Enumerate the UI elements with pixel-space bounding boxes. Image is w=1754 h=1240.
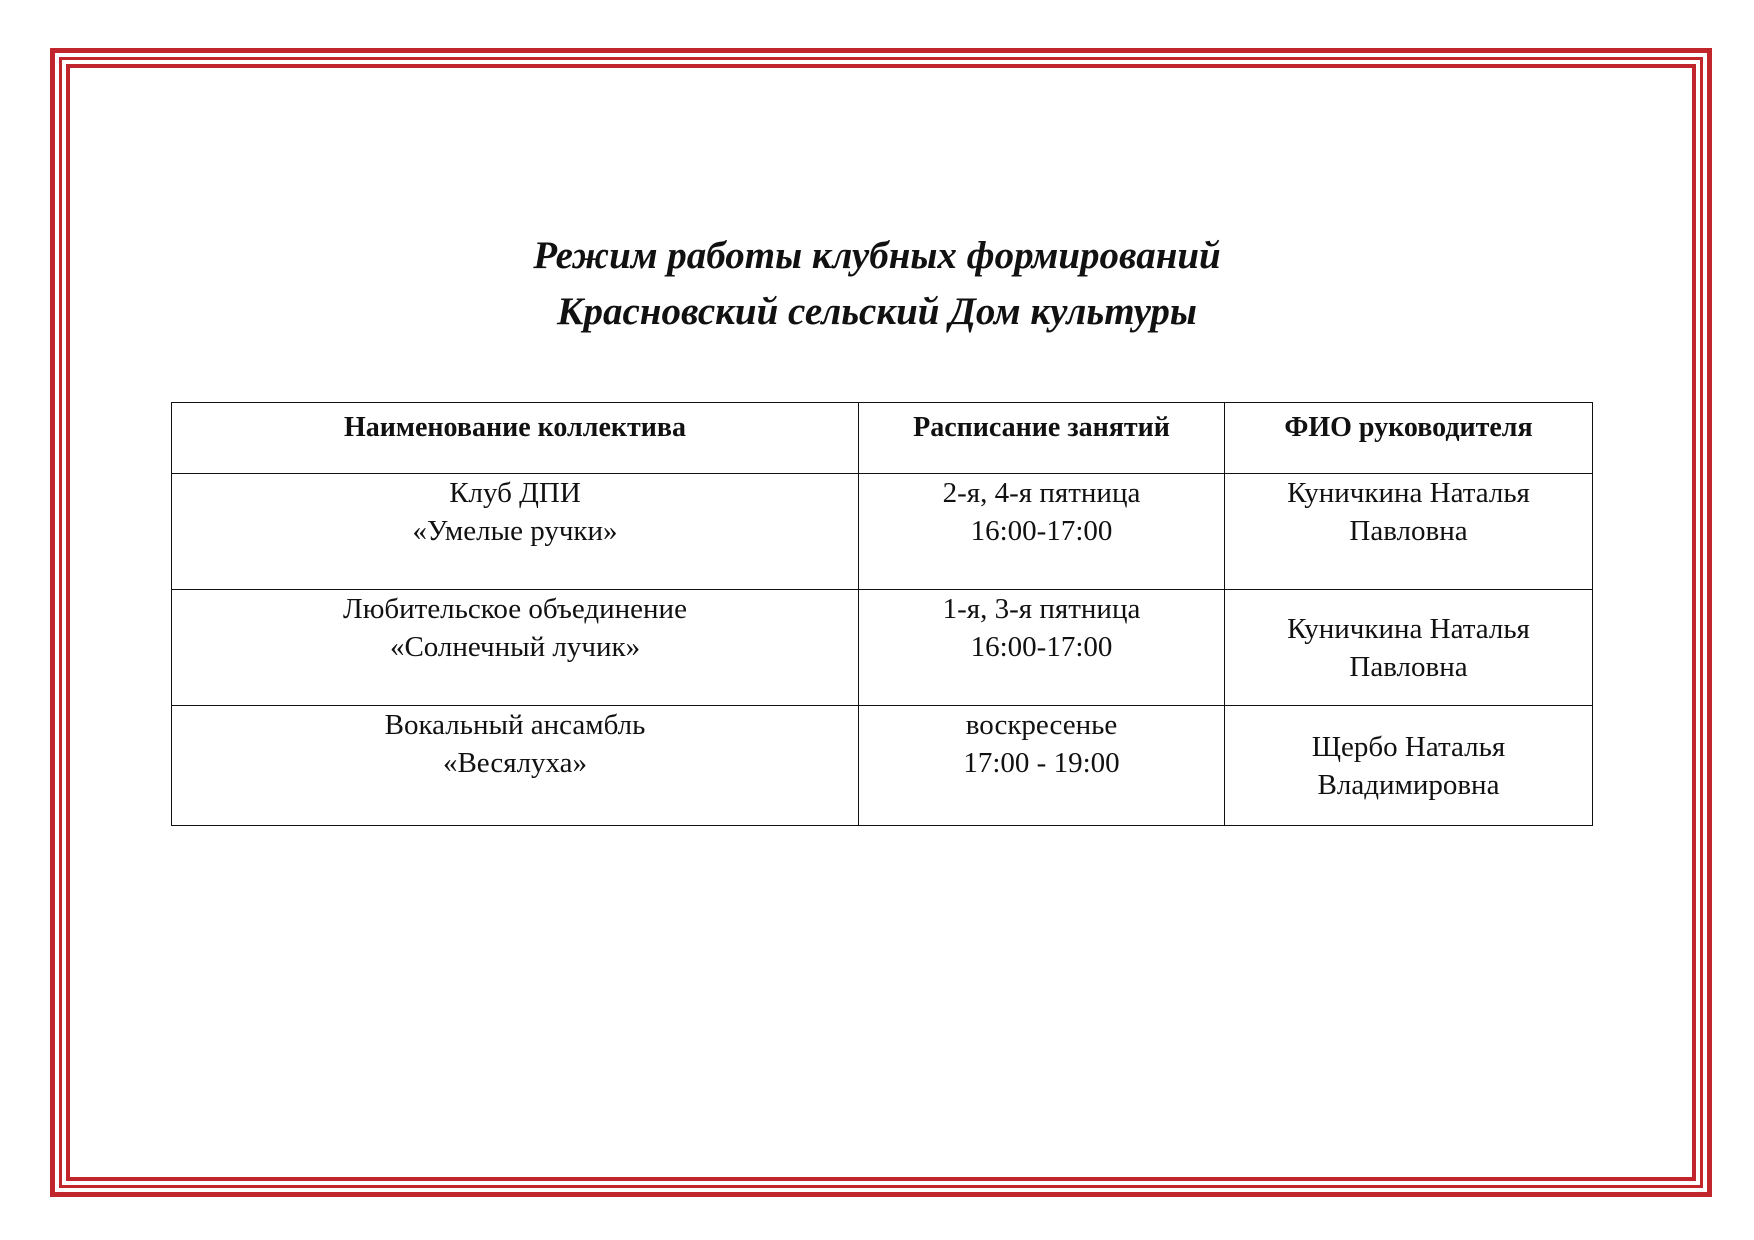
cell-leader — [1225, 590, 1593, 706]
cell-text: Вокальный ансамбль — [384, 709, 646, 741]
cell-text: «Солнечный лучик» — [389, 631, 641, 663]
cell-text: Владимировна — [1317, 768, 1500, 801]
page-title — [0, 228, 1754, 340]
cell-text: Куничкина Наталья — [1287, 612, 1530, 645]
cell-text: Павловна — [1349, 515, 1468, 547]
cell-text: Любительское объединение — [343, 593, 687, 625]
cell-text: Клуб ДПИ — [449, 477, 581, 509]
header-leader: ФИО руководителя — [1225, 403, 1593, 474]
table-row — [172, 706, 1593, 826]
cell-text: Куничкина Наталья — [1287, 477, 1530, 509]
cell-text: «Умелые ручки» — [412, 515, 618, 547]
cell-schedule — [859, 706, 1225, 826]
cell-text: 16:00-17:00 — [970, 515, 1113, 547]
table-row — [172, 590, 1593, 706]
cell-text: 16:00-17:00 — [970, 631, 1113, 663]
cell-collective-name — [172, 590, 859, 706]
cell-text: 17:00 - 19:00 — [963, 747, 1120, 779]
cell-text: Павловна — [1349, 650, 1468, 683]
header-collective-name: Наименование коллектива — [172, 403, 859, 474]
cell-text: Щербо Наталья — [1311, 730, 1506, 763]
cell-leader — [1225, 706, 1593, 826]
title-line-2: Красновский сельский Дом культуры — [557, 290, 1197, 333]
cell-schedule — [859, 590, 1225, 706]
table-header-row — [172, 403, 1593, 474]
cell-leader — [1225, 474, 1593, 590]
cell-text: 1-я, 3-я пятница — [942, 593, 1141, 625]
cell-schedule — [859, 474, 1225, 590]
schedule-table — [171, 402, 1593, 826]
title-line-1: Режим работы клубных формирований — [533, 234, 1221, 277]
header-schedule: Расписание занятий — [859, 403, 1225, 474]
cell-text: 2-я, 4-я пятница — [942, 477, 1141, 509]
cell-collective-name — [172, 706, 859, 826]
cell-collective-name — [172, 474, 859, 590]
table-row — [172, 474, 1593, 590]
cell-text: воскресенье — [965, 709, 1118, 741]
cell-text: «Весялуха» — [442, 747, 588, 779]
